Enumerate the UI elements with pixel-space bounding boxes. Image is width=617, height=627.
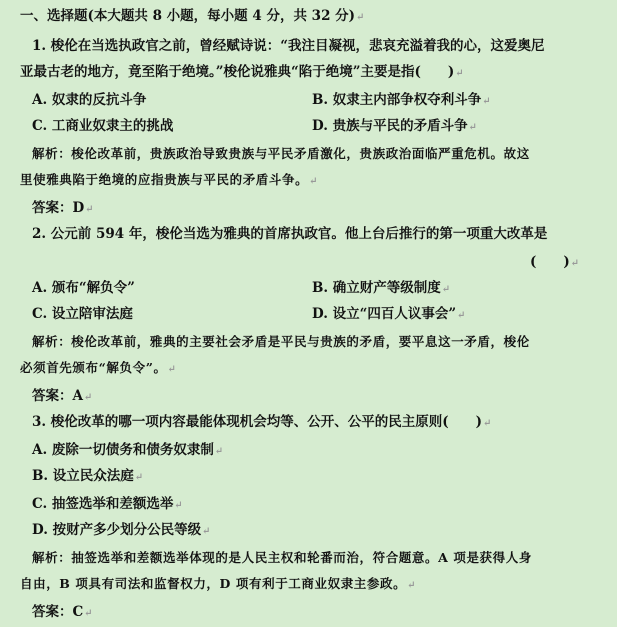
q2-analysis-line2: 必须首先颁布“解负令”。↵ xyxy=(20,360,177,375)
section-title: 一、选择题(本大题共 8 小题，每小题 4 分，共 32 分)↵ xyxy=(20,8,365,24)
q2-option-d: D. 设立“四百人议事会”↵ xyxy=(312,306,466,322)
q2-option-b: B. 确立财产等级制度↵ xyxy=(312,280,451,296)
q1-option-d: D. 贵族与平民的矛盾斗争↵ xyxy=(312,118,478,134)
q1-options-row2 xyxy=(32,116,478,136)
q1-answer: 答案：D↵ xyxy=(32,200,94,216)
q2-options-row1 xyxy=(32,278,451,298)
q3-answer: 答案：C↵ xyxy=(32,604,93,620)
q3-option-c: C. 抽签选举和差额选举↵ xyxy=(32,496,183,512)
q3-analysis-line2: 自由，B 项具有司法和监督权力，D 项有利于工商业奴隶主参政。↵ xyxy=(20,576,417,591)
q1-stem-line2: 亚最古老的地方，竟至陷于绝境。”梭伦说雅典“陷于绝境”主要是指( )↵ xyxy=(20,64,464,80)
paragraph-mark: ↵ xyxy=(356,12,365,23)
q2-analysis-line1: 解析：梭伦改革前，雅典的主要社会矛盾是平民与贵族的矛盾，要平息这一矛盾，梭伦 xyxy=(32,334,530,349)
q2-stem-line1: 2. 公元前 594 年，梭伦当选为雅典的首席执政官。他上台后推行的第一项重大改革是 xyxy=(32,226,548,242)
q2-options-row2 xyxy=(32,304,466,324)
q1-option-c: C. 工商业奴隶主的挑战 xyxy=(32,118,174,134)
q3-analysis-line1: 解析：抽签选举和差额选举体现的是人民主权和轮番而治，符合题意。A 项是获得人身 xyxy=(32,550,532,565)
q2-stem-bracket: ( )↵ xyxy=(530,254,580,270)
q1-analysis-line1: 解析：梭伦改革前，贵族政治导致贵族与平民矛盾激化，贵族政治面临严重危机。故这 xyxy=(32,146,530,161)
q1-option-b: B. 奴隶主内部争权夺利斗争↵ xyxy=(312,92,491,108)
q3-option-b: B. 设立民众法庭↵ xyxy=(32,468,144,484)
q1-analysis-line2: 里使雅典陷于绝境的应指贵族与平民的矛盾斗争。↵ xyxy=(20,172,319,187)
q3-stem-line1: 3. 梭伦改革的哪一项内容最能体现机会均等、公开、公平的民主原则( )↵ xyxy=(32,414,492,430)
q3-option-a: A. 废除一切债务和债务奴隶制↵ xyxy=(32,442,224,458)
q1-options-row1 xyxy=(32,90,491,110)
q1-stem-line1: 1. 梭伦在当选执政官之前，曾经赋诗说：“我注目凝视，悲哀充溢着我的心，这爱奥尼 xyxy=(32,38,545,54)
q1-option-a: A. 奴隶的反抗斗争 xyxy=(32,92,147,108)
q2-option-a: A. 颁布“解负令” xyxy=(32,280,135,296)
q2-answer: 答案：A↵ xyxy=(32,388,93,404)
q2-option-c: C. 设立陪审法庭 xyxy=(32,306,133,322)
q3-option-d: D. 按财产多少划分公民等级↵ xyxy=(32,522,211,538)
